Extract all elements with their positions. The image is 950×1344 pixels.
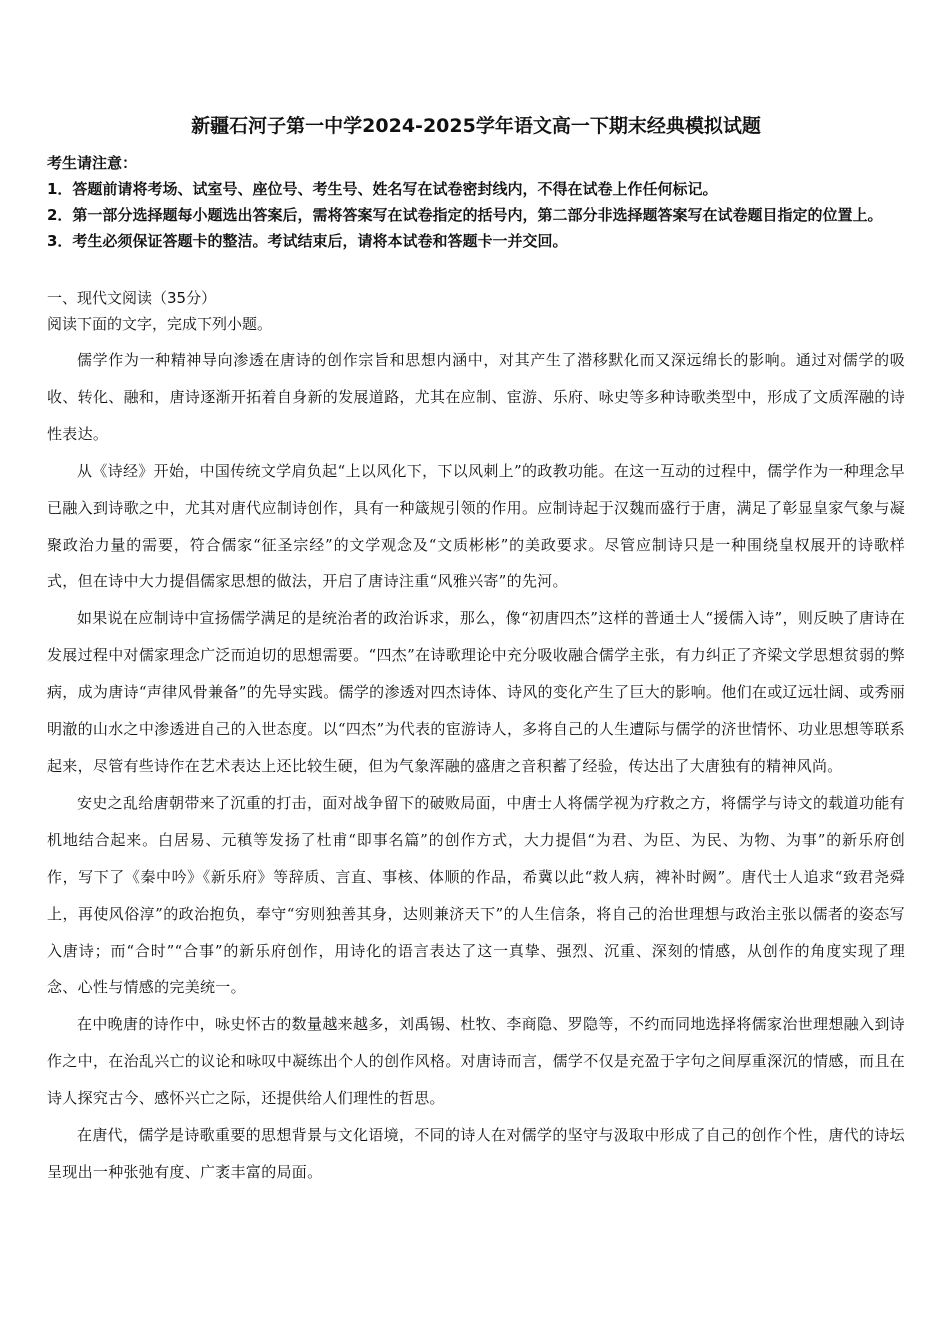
passage-paragraph: 儒学作为一种精神导向渗透在唐诗的创作宗旨和思想内涵中，对其产生了潜移默化而又深远绵长的影响。通过对儒学的吸收、转化、融和，唐诗逐渐开拓着自身新的发展道路，尤其在应制、宦游、乐府、咏史等多种诗歌类型中，形成了文质浑融的诗性表达。: [47, 351, 905, 443]
passage-paragraph: 在唐代，儒学是诗歌重要的思想背景与文化语境，不同的诗人在对儒学的坚守与汲取中形成了自己的创作个性，唐代的诗坛呈现出一种张弛有度、广袤丰富的局面。: [47, 1126, 905, 1181]
passage-paragraph: 从《诗经》开始，中国传统文学肩负起“上以风化下，下以风刺上”的政教功能。在这一互动的过程中，儒学作为一种理念早已融入到诗歌之中，尤其对唐代应制诗创作，具有一种箴规引领的作用。应制诗起于汉魏而盛行于唐，满足了彰显皇家气象与凝聚政治力量的需要，符合儒家“征圣宗经”的文学观念及“文质彬彬”的美政要求。尽管应制诗只是一种围绕皇权展开的诗歌样式，但在诗中大力提倡儒家思想的做法，开启了唐诗注重“风雅兴寄”的先河。: [47, 461, 905, 591]
section-header: [47, 285, 905, 337]
notice-heading: 考生请注意：: [47, 154, 138, 172]
section-instruction: 阅读下面的文字，完成下列小题。: [47, 315, 273, 333]
notice-item: 2．第一部分选择题每小题选出答案后，需将答案写在试卷指定的括号内，第二部分非选择题答案写在试卷题目指定的位置上。: [47, 206, 883, 224]
passage-paragraph: 如果说在应制诗中宣扬儒学满足的是统治者的政治诉求，那么，像“初唐四杰”这样的普通士人“援儒入诗”，则反映了唐诗在发展过程中对儒家理念广泛而迫切的思想需要。“四杰”在诗歌理论中充分吸收融合儒学主张，有力纠正了齐梁文学思想贫弱的弊病，成为唐诗“声律风骨兼备”的先导实践。儒学的渗透对四杰诗体、诗风的变化产生了巨大的影响。他们在或辽远壮阔、或秀丽明澈的山水之中渗透进自己的入世态度。以“四杰”为代表的宦游诗人，多将自己的人生遭际与儒学的济世情怀、功业思想等联系起来，尽管有些诗作在艺术表达上还比较生硬，但为气象浑融的盛唐之音积蓄了经验，传达出了大唐独有的精神风尚。: [47, 609, 905, 775]
notice-item: 3．考生必须保证答题卡的整洁。考试结束后，请将本试卷和答题卡一并交回。: [47, 232, 568, 250]
section-heading: 一、现代文阅读（35分）: [47, 289, 217, 307]
passage-paragraph: 安史之乱给唐朝带来了沉重的打击，面对战争留下的破败局面，中唐士人将儒学视为疗救之方，将儒学与诗文的载道功能有机地结合起来。白居易、元稹等发扬了杜甫“即事名篇”的创作方式，大力提倡“为君、为臣、为民、为物、为事”的新乐府创作，写下了《秦中吟》《新乐府》等辞质、言直、事核、体顺的作品，希冀以此“救人病，裨补时阙”。唐代士人追求“致君尧舜上，再使风俗淳”的政治抱负，奉守“穷则独善其身，达则兼济天下”的人生信条，将自己的治世理想与政治主张以儒者的姿态写入唐诗；而“合时”“合事”的新乐府创作，用诗化的语言表达了这一真挚、强烈、沉重、深刻的情感，从创作的角度实现了理念、心性与情感的完美统一。: [47, 793, 905, 997]
notice-item: 1．答题前请将考场、试室号、座位号、考生号、姓名写在试卷密封线内，不得在试卷上作任何标记。: [47, 180, 718, 198]
page-title: 新疆石河子第一中学2024-2025学年语文高一下期末经典模拟试题: [191, 115, 761, 137]
reading-passage: [47, 342, 905, 1191]
passage-paragraph: 在中晚唐的诗作中，咏史怀古的数量越来越多，刘禹锡、杜牧、李商隐、罗隐等，不约而同地选择将儒家治世理想融入到诗作之中，在治乱兴亡的议论和咏叹中凝练出个人的创作风格。对唐诗而言，儒学不仅是充盈于字句之间厚重深沉的情感，而且在诗人探究古今、感怀兴亡之际，还提供给人们理性的哲思。: [47, 1015, 905, 1108]
candidate-notice: [47, 150, 905, 254]
